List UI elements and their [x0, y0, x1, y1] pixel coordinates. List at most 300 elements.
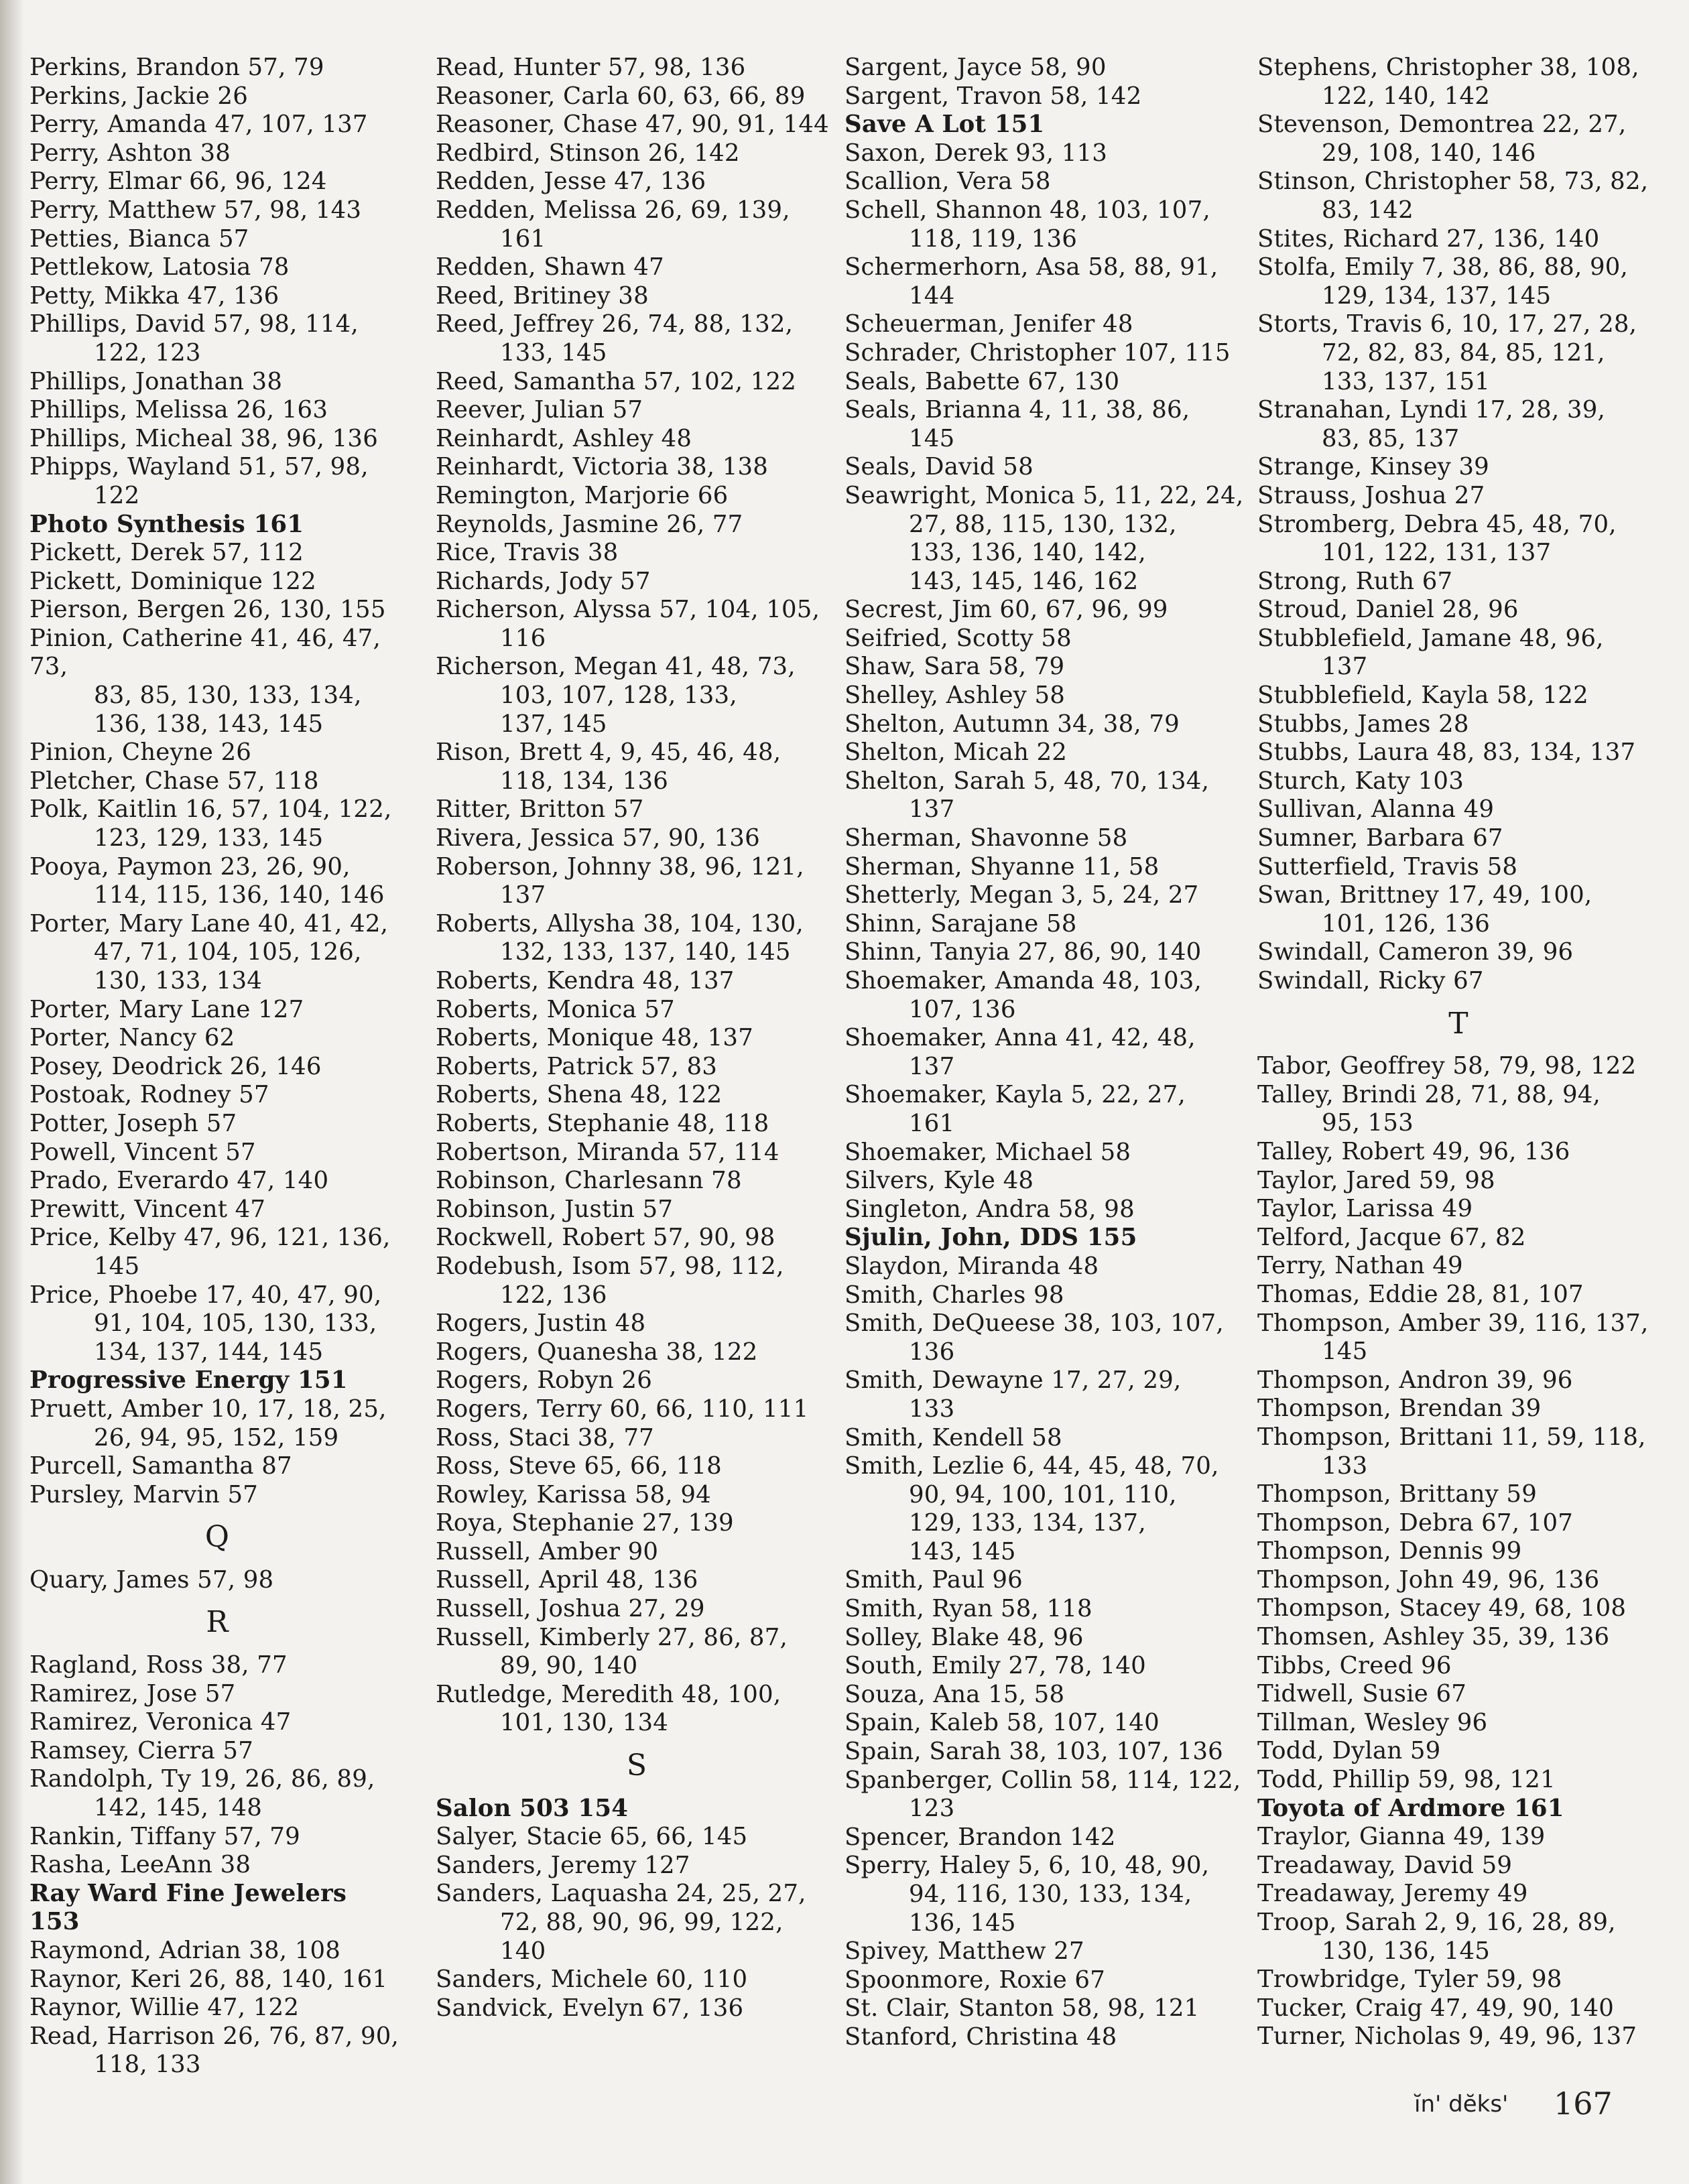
index-entry: [844, 1852, 1247, 1937]
entry-line: Shoemaker, Kayla 5, 22, 27,: [844, 1081, 1186, 1109]
index-entry: [436, 139, 838, 168]
entry-line: Postoak, Rodney 57: [29, 1081, 269, 1109]
entry-line: Roberts, Shena 48, 122: [436, 1081, 723, 1109]
index-entry: [436, 653, 838, 738]
index-entry: [436, 738, 838, 795]
index-entry: [844, 82, 1247, 111]
entry-continuation-line: 137: [500, 881, 546, 909]
entry-line: Seifried, Scotty 58: [844, 624, 1072, 652]
index-entry: [844, 1994, 1247, 2023]
entry-line: Stroud, Daniel 28, 96: [1257, 596, 1519, 624]
index-entry: [1257, 938, 1660, 967]
index-entry: [29, 1196, 405, 1224]
entry-line: Rodebush, Isom 57, 98, 112,: [436, 1252, 784, 1280]
index-entry: [29, 253, 405, 282]
entry-line: Phillips, Micheal 38, 96, 136: [29, 424, 378, 452]
index-entry: [29, 453, 405, 510]
entry-line: Shinn, Sarajane 58: [844, 909, 1077, 938]
entry-line: Smith, Charles 98: [844, 1281, 1064, 1309]
entry-line: Roberts, Allysha 38, 104, 130,: [436, 909, 804, 938]
entry-line: Stolfa, Emily 7, 38, 86, 88, 90,: [1257, 253, 1629, 281]
entry-line: Stubblefield, Jamane 48, 96,: [1257, 624, 1604, 652]
entry-line: Pursley, Marvin 57: [29, 1480, 259, 1508]
entry-line: Porter, Mary Lane 127: [29, 995, 304, 1023]
index-entry: [1257, 596, 1660, 625]
index-entry: [29, 1281, 405, 1367]
index-entry: [29, 625, 405, 738]
entry-line: Reever, Julian 57: [436, 396, 643, 424]
index-entry: [844, 196, 1247, 253]
entry-line: Spoonmore, Roxie 67: [844, 1966, 1105, 1994]
index-entry: [29, 853, 405, 910]
entry-continuation-line: 143, 145: [909, 1537, 1016, 1565]
entry-line: Sandvick, Evelyn 67, 136: [436, 1994, 744, 2022]
entry-line: Sumner, Barbara 67: [1257, 824, 1503, 852]
index-entry: [844, 453, 1247, 482]
entry-line: Photo Synthesis 161: [29, 510, 304, 538]
entry-continuation-line: 134, 137, 144, 145: [94, 1338, 324, 1366]
entry-line: Shoemaker, Amanda 48, 103,: [844, 967, 1202, 994]
entry-line: Slaydon, Miranda 48: [844, 1252, 1099, 1280]
entry-line: Perkins, Jackie 26: [29, 82, 248, 110]
entry-line: Price, Kelby 47, 96, 121, 136,: [29, 1224, 391, 1252]
entry-line: Reynolds, Jasmine 26, 77: [436, 510, 743, 538]
entry-continuation-line: 122, 136: [500, 1281, 607, 1309]
index-entry: [1257, 396, 1660, 453]
entry-line: Richards, Jody 57: [436, 567, 651, 595]
entry-continuation-line: 137: [909, 1052, 955, 1080]
index-entry: [844, 54, 1247, 82]
entry-line: Sanders, Jeremy 127: [436, 1851, 690, 1879]
entry-continuation-line: 145: [1322, 1338, 1368, 1366]
index-entry: [436, 1224, 838, 1252]
entry-line: Terry, Nathan 49: [1257, 1252, 1463, 1280]
entry-continuation-line: 114, 115, 136, 140, 146: [94, 881, 385, 909]
index-entry: [29, 1823, 405, 1852]
entry-line: Stevenson, Demontrea 22, 27,: [1257, 111, 1627, 139]
entry-line: Progressive Energy 151: [29, 1366, 348, 1395]
index-entry: [844, 1823, 1247, 1852]
index-entry: [844, 253, 1247, 310]
entry-line: Perry, Ashton 38: [29, 139, 231, 167]
index-entry: [1257, 453, 1660, 482]
entry-line: Sargent, Travon 58, 142: [844, 82, 1142, 110]
entry-line: Stubblefield, Kayla 58, 122: [1257, 682, 1588, 710]
entry-line: Seals, David 58: [844, 453, 1034, 481]
page-number: 167: [1554, 2085, 1613, 2122]
entry-line: Redbird, Stinson 26, 142: [436, 139, 740, 167]
entry-line: Rutledge, Meredith 48, 100,: [436, 1680, 781, 1708]
entry-line: Shinn, Tanyia 27, 86, 90, 140: [844, 938, 1202, 966]
entry-line: Robertson, Miranda 57, 114: [436, 1138, 779, 1166]
entry-line: Read, Harrison 26, 76, 87, 90,: [29, 2022, 399, 2050]
entry-continuation-line: 130, 133, 134: [94, 967, 263, 994]
entry-line: Rankin, Tiffany 57, 79: [29, 1822, 300, 1850]
entry-line: Shelton, Micah 22: [844, 738, 1068, 767]
index-entry: [844, 738, 1247, 767]
index-entry: [29, 996, 405, 1025]
entry-line: Solley, Blake 48, 96: [844, 1623, 1084, 1651]
index-entry: [29, 139, 405, 168]
entry-line: Perkins, Brandon 57, 79: [29, 54, 324, 81]
index-entry: [1257, 1138, 1660, 1167]
entry-line: Pinion, Cheyne 26: [29, 738, 252, 767]
entry-line: Stites, Richard 27, 136, 140: [1257, 224, 1600, 253]
entry-line: Rowley, Karissa 58, 94: [436, 1480, 711, 1508]
entry-line: Raynor, Willie 47, 122: [29, 1994, 300, 2022]
index-entry: [436, 1338, 838, 1367]
entry-line: Richerson, Megan 41, 48, 73,: [436, 653, 796, 681]
index-entry: [844, 853, 1247, 882]
entry-line: Ragland, Ross 38, 77: [29, 1651, 288, 1679]
index-entry: [1257, 1680, 1660, 1709]
entry-line: Reinhardt, Ashley 48: [436, 424, 692, 452]
index-entry: [29, 1139, 405, 1167]
sponsor-entry: [1257, 1795, 1660, 1823]
entry-line: Ray Ward Fine Jewelers 153: [29, 1879, 347, 1936]
index-entry: [436, 1994, 838, 2023]
index-entry: [1257, 1195, 1660, 1224]
entry-line: Thompson, Andron 39, 96: [1257, 1366, 1573, 1394]
index-entry: [844, 1624, 1247, 1653]
index-entry: [844, 1652, 1247, 1681]
index-entry: [844, 1167, 1247, 1196]
entry-line: Shelley, Ashley 58: [844, 682, 1066, 710]
entry-line: Schell, Shannon 48, 103, 107,: [844, 196, 1210, 224]
entry-continuation-line: 101, 130, 134: [500, 1709, 669, 1737]
index-entry: [1257, 1480, 1660, 1509]
index-entry: [1257, 253, 1660, 310]
entry-continuation-line: 140: [500, 1937, 546, 1965]
index-entry: [436, 1309, 838, 1338]
index-entry: [844, 339, 1247, 368]
index-entry: [844, 910, 1247, 939]
index-entry: [436, 1966, 838, 1994]
entry-line: Petty, Mikka 47, 136: [29, 281, 279, 310]
entry-continuation-line: 143, 145, 146, 162: [909, 567, 1139, 595]
index-entry: [436, 168, 838, 196]
index-entry: [29, 1452, 405, 1481]
index-entry: [1257, 1594, 1660, 1623]
index-entry: [436, 425, 838, 454]
entry-continuation-line: 101, 126, 136: [1322, 909, 1491, 938]
entry-line: Reinhardt, Victoria 38, 138: [436, 453, 769, 481]
entry-line: Roberts, Patrick 57, 83: [436, 1052, 718, 1080]
index-entry: [29, 1167, 405, 1196]
entry-line: Smith, Ryan 58, 118: [844, 1595, 1092, 1623]
index-entry: [844, 1681, 1247, 1710]
index-entry: [436, 1366, 838, 1395]
index-entry: [844, 881, 1247, 910]
index-entry: [1257, 710, 1660, 739]
index-column-2: [436, 54, 838, 2022]
index-entry: [844, 1196, 1247, 1224]
entry-line: Traylor, Gianna 49, 139: [1257, 1823, 1546, 1851]
entry-line: Stubbs, Laura 48, 83, 134, 137: [1257, 738, 1636, 767]
index-entry: [29, 1395, 405, 1452]
index-entry: [844, 596, 1247, 625]
index-entry: [1257, 568, 1660, 596]
entry-line: Roberts, Kendra 48, 137: [436, 967, 735, 994]
index-entry: [29, 738, 405, 767]
index-entry: [1257, 1823, 1660, 1852]
sponsor-entry: [436, 1795, 838, 1823]
entry-line: Roberts, Monique 48, 137: [436, 1024, 753, 1052]
entry-line: Stanford, Christina 48: [844, 2022, 1117, 2051]
entry-line: Thompson, John 49, 96, 136: [1257, 1565, 1600, 1594]
index-entry: [1257, 111, 1660, 168]
entry-line: Sherman, Shyanne 11, 58: [844, 852, 1160, 881]
entry-line: Reed, Britiney 38: [436, 281, 649, 310]
index-entry: [29, 1110, 405, 1139]
entry-line: Pletcher, Chase 57, 118: [29, 767, 319, 795]
entry-line: Remington, Marjorie 66: [436, 481, 729, 509]
entry-line: Russell, April 48, 136: [436, 1566, 698, 1594]
index-entry: [436, 568, 838, 596]
entry-continuation-line: 83, 85, 130, 133, 134,: [94, 682, 362, 710]
index-entry: [436, 1167, 838, 1196]
sponsor-entry: [844, 111, 1247, 139]
entry-continuation-line: 144: [909, 281, 955, 310]
entry-line: Tibbs, Creed 96: [1257, 1651, 1452, 1679]
entry-line: Pickett, Dominique 122: [29, 567, 316, 595]
index-entry: [844, 824, 1247, 853]
index-entry: [29, 1966, 405, 1994]
index-entry: [844, 1937, 1247, 1966]
entry-continuation-line: 94, 116, 130, 133, 134,: [909, 1880, 1192, 1908]
sponsor-entry: [29, 511, 405, 539]
entry-line: Richerson, Alyssa 57, 104, 105,: [436, 596, 820, 624]
entry-line: Russell, Kimberly 27, 86, 87,: [436, 1623, 788, 1651]
index-entry: [1257, 1281, 1660, 1309]
entry-line: Seals, Babette 67, 130: [844, 367, 1120, 395]
index-entry: [29, 1566, 405, 1595]
entry-line: Scallion, Vera 58: [844, 168, 1051, 196]
entry-line: Stinson, Christopher 58, 73, 82,: [1257, 168, 1649, 196]
index-entry: [1257, 1252, 1660, 1281]
entry-line: Salon 503 154: [436, 1794, 629, 1822]
entry-line: Rockwell, Robert 57, 90, 98: [436, 1224, 775, 1252]
entry-continuation-line: 133, 136, 140, 142,: [909, 539, 1146, 567]
entry-continuation-line: 145: [909, 424, 955, 452]
entry-continuation-line: 26, 94, 95, 152, 159: [94, 1423, 339, 1452]
entry-continuation-line: 145: [94, 1252, 140, 1280]
index-entry: [29, 767, 405, 796]
index-entry: [1257, 1966, 1660, 1994]
index-entry: [436, 1481, 838, 1510]
entry-line: Roberson, Johnny 38, 96, 121,: [436, 852, 804, 881]
index-entry: [1257, 1623, 1660, 1652]
entry-continuation-line: 90, 94, 100, 101, 110,: [909, 1480, 1177, 1508]
index-entry: [436, 1110, 838, 1139]
section-letter: Q: [204, 1520, 230, 1555]
entry-line: Thomsen, Ashley 35, 39, 136: [1257, 1623, 1610, 1651]
index-entry: [1257, 2022, 1660, 2051]
index-entry: [29, 1651, 405, 1680]
entry-line: Save A Lot 151: [844, 111, 1045, 139]
sponsor-entry: [29, 1366, 405, 1395]
index-entry: [436, 1081, 838, 1110]
index-entry: [29, 1081, 405, 1110]
entry-line: Robinson, Justin 57: [436, 1195, 674, 1223]
entry-line: Pierson, Bergen 26, 130, 155: [29, 596, 386, 624]
section-letter: S: [626, 1748, 647, 1783]
index-entry: [1257, 1909, 1660, 1966]
entry-line: Potter, Joseph 57: [29, 1109, 237, 1137]
entry-line: Spain, Kaleb 58, 107, 140: [844, 1709, 1160, 1737]
entry-line: Thompson, Brittani 11, 59, 118,: [1257, 1423, 1646, 1451]
entry-line: Sturch, Katy 103: [1257, 767, 1464, 795]
entry-line: Redden, Melissa 26, 69, 139,: [436, 196, 790, 224]
entry-line: Pettlekow, Latosia 78: [29, 253, 290, 281]
entry-line: Rison, Brett 4, 9, 45, 46, 48,: [436, 738, 781, 767]
entry-line: Talley, Brindi 28, 71, 88, 94,: [1257, 1080, 1601, 1108]
entry-continuation-line: 137, 145: [500, 710, 607, 738]
index-entry: [1257, 738, 1660, 767]
entry-continuation-line: 122: [94, 481, 140, 509]
index-entry: [1257, 824, 1660, 853]
index-entry: [29, 596, 405, 625]
index-entry: [29, 2022, 405, 2079]
entry-line: Seawright, Monica 5, 11, 22, 24,: [844, 481, 1244, 509]
index-entry: [436, 1252, 838, 1309]
entry-continuation-line: 123, 129, 133, 145: [94, 824, 324, 852]
entry-line: Stromberg, Debra 45, 48, 70,: [1257, 510, 1617, 538]
entry-line: Sutterfield, Travis 58: [1257, 852, 1518, 881]
entry-line: South, Emily 27, 78, 140: [844, 1652, 1146, 1680]
entry-line: Taylor, Jared 59, 98: [1257, 1166, 1495, 1194]
entry-line: Phillips, David 57, 98, 114,: [29, 310, 359, 338]
index-entry: [1257, 1052, 1660, 1081]
index-entry: [29, 1994, 405, 2022]
index-entry: [436, 1595, 838, 1624]
index-entry: [29, 1053, 405, 1082]
index-entry: [844, 1767, 1247, 1823]
entry-line: Trowbridge, Tyler 59, 98: [1257, 1966, 1562, 1994]
entry-continuation-line: 123: [909, 1795, 955, 1823]
entry-line: Todd, Dylan 59: [1257, 1737, 1441, 1765]
index-entry: [436, 1053, 838, 1082]
entry-line: Thompson, Debra 67, 107: [1257, 1508, 1574, 1537]
index-entry: [29, 54, 405, 82]
entry-line: Powell, Vincent 57: [29, 1138, 256, 1166]
entry-line: Smith, DeQueese 38, 103, 107,: [844, 1309, 1224, 1338]
entry-line: Saxon, Derek 93, 113: [844, 139, 1108, 167]
index-entry: [1257, 1737, 1660, 1766]
index-entry: [29, 568, 405, 596]
entry-continuation-line: 101, 122, 131, 137: [1322, 539, 1552, 567]
index-entry: [29, 368, 405, 397]
entry-continuation-line: 122, 123: [94, 338, 201, 367]
index-entry: [29, 1737, 405, 1766]
index-entry: [1257, 1652, 1660, 1681]
index-column-3: [844, 54, 1247, 2052]
entry-line: Smith, Lezlie 6, 44, 45, 48, 70,: [844, 1452, 1219, 1480]
entry-line: Telford, Jacque 67, 82: [1257, 1223, 1526, 1251]
entry-continuation-line: 133: [1322, 1452, 1368, 1480]
entry-line: Troop, Sarah 2, 9, 16, 28, 89,: [1257, 1909, 1616, 1936]
entry-continuation-line: 107, 136: [909, 995, 1016, 1023]
entry-line: Porter, Mary Lane 40, 41, 42,: [29, 909, 389, 938]
entry-continuation-line: 118, 119, 136: [909, 224, 1078, 253]
index-entry: [1257, 168, 1660, 224]
entry-continuation-line: 137: [909, 795, 955, 824]
index-entry: [29, 795, 405, 852]
index-entry: [436, 1681, 838, 1738]
entry-continuation-line: 91, 104, 105, 130, 133,: [94, 1309, 377, 1338]
entry-line: Strange, Kinsey 39: [1257, 453, 1489, 481]
entry-line: Price, Phoebe 17, 40, 47, 90,: [29, 1281, 382, 1309]
index-entry: [1257, 1766, 1660, 1795]
index-entry: [29, 310, 405, 367]
entry-line: Read, Hunter 57, 98, 136: [436, 54, 746, 81]
index-entry: [844, 1738, 1247, 1767]
entry-line: Strauss, Joshua 27: [1257, 481, 1485, 509]
entry-line: Reed, Jeffrey 26, 74, 88, 132,: [436, 310, 794, 338]
index-entry: [436, 1196, 838, 1224]
entry-line: Stranahan, Lyndi 17, 28, 39,: [1257, 396, 1605, 424]
index-entry: [436, 539, 838, 568]
index-entry: [844, 139, 1247, 168]
entry-line: Rivera, Jessica 57, 90, 136: [436, 824, 760, 852]
entry-line: Thompson, Brendan 39: [1257, 1395, 1542, 1423]
entry-continuation-line: 27, 88, 115, 130, 132,: [909, 510, 1177, 538]
entry-line: Spencer, Brandon 142: [844, 1823, 1116, 1851]
entry-line: Perry, Amanda 47, 107, 137: [29, 111, 368, 139]
index-entry: [844, 710, 1247, 739]
sponsor-entry: [844, 1224, 1247, 1252]
entry-line: Todd, Phillip 59, 98, 121: [1257, 1766, 1556, 1794]
index-entry: [436, 1880, 838, 1966]
entry-line: Talley, Robert 49, 96, 136: [1257, 1137, 1570, 1165]
index-entry: [436, 82, 838, 111]
index-entry: [1257, 1852, 1660, 1880]
entry-line: Redden, Jesse 47, 136: [436, 168, 706, 196]
index-entry: [436, 1509, 838, 1538]
entry-line: Stubbs, James 28: [1257, 710, 1469, 738]
index-entry: [29, 539, 405, 568]
index-entry: [29, 1224, 405, 1281]
index-entry: [436, 511, 838, 539]
entry-line: Rogers, Justin 48: [436, 1309, 646, 1338]
entry-line: Secrest, Jim 60, 67, 96, 99: [844, 596, 1168, 624]
index-entry: [29, 1481, 405, 1510]
entry-continuation-line: 133, 137, 151: [1322, 367, 1491, 395]
entry-line: Sanders, Michele 60, 110: [436, 1966, 748, 1994]
entry-line: Reasoner, Chase 47, 90, 91, 144: [436, 111, 829, 139]
index-entry: [1257, 1366, 1660, 1395]
index-entry: [844, 1709, 1247, 1738]
entry-line: Shaw, Sara 58, 79: [844, 653, 1065, 681]
index-entry: [436, 795, 838, 824]
entry-line: Quary, James 57, 98: [29, 1565, 274, 1594]
index-entry: [844, 625, 1247, 653]
index-entry: [1257, 795, 1660, 824]
index-entry: [436, 54, 838, 82]
entry-line: Shelton, Autumn 34, 38, 79: [844, 710, 1180, 738]
index-entry: [29, 1937, 405, 1966]
entry-line: Smith, Kendell 58: [844, 1423, 1062, 1452]
index-entry: [844, 938, 1247, 967]
index-entry: [436, 453, 838, 482]
entry-continuation-line: 136, 145: [909, 1909, 1016, 1937]
entry-line: Tillman, Wesley 96: [1257, 1708, 1488, 1736]
index-entry: [436, 910, 838, 967]
index-entry: [1257, 1509, 1660, 1538]
index-entry: [436, 310, 838, 367]
index-entry: [1257, 1309, 1660, 1366]
entry-line: Stephens, Christopher 38, 108,: [1257, 54, 1639, 81]
